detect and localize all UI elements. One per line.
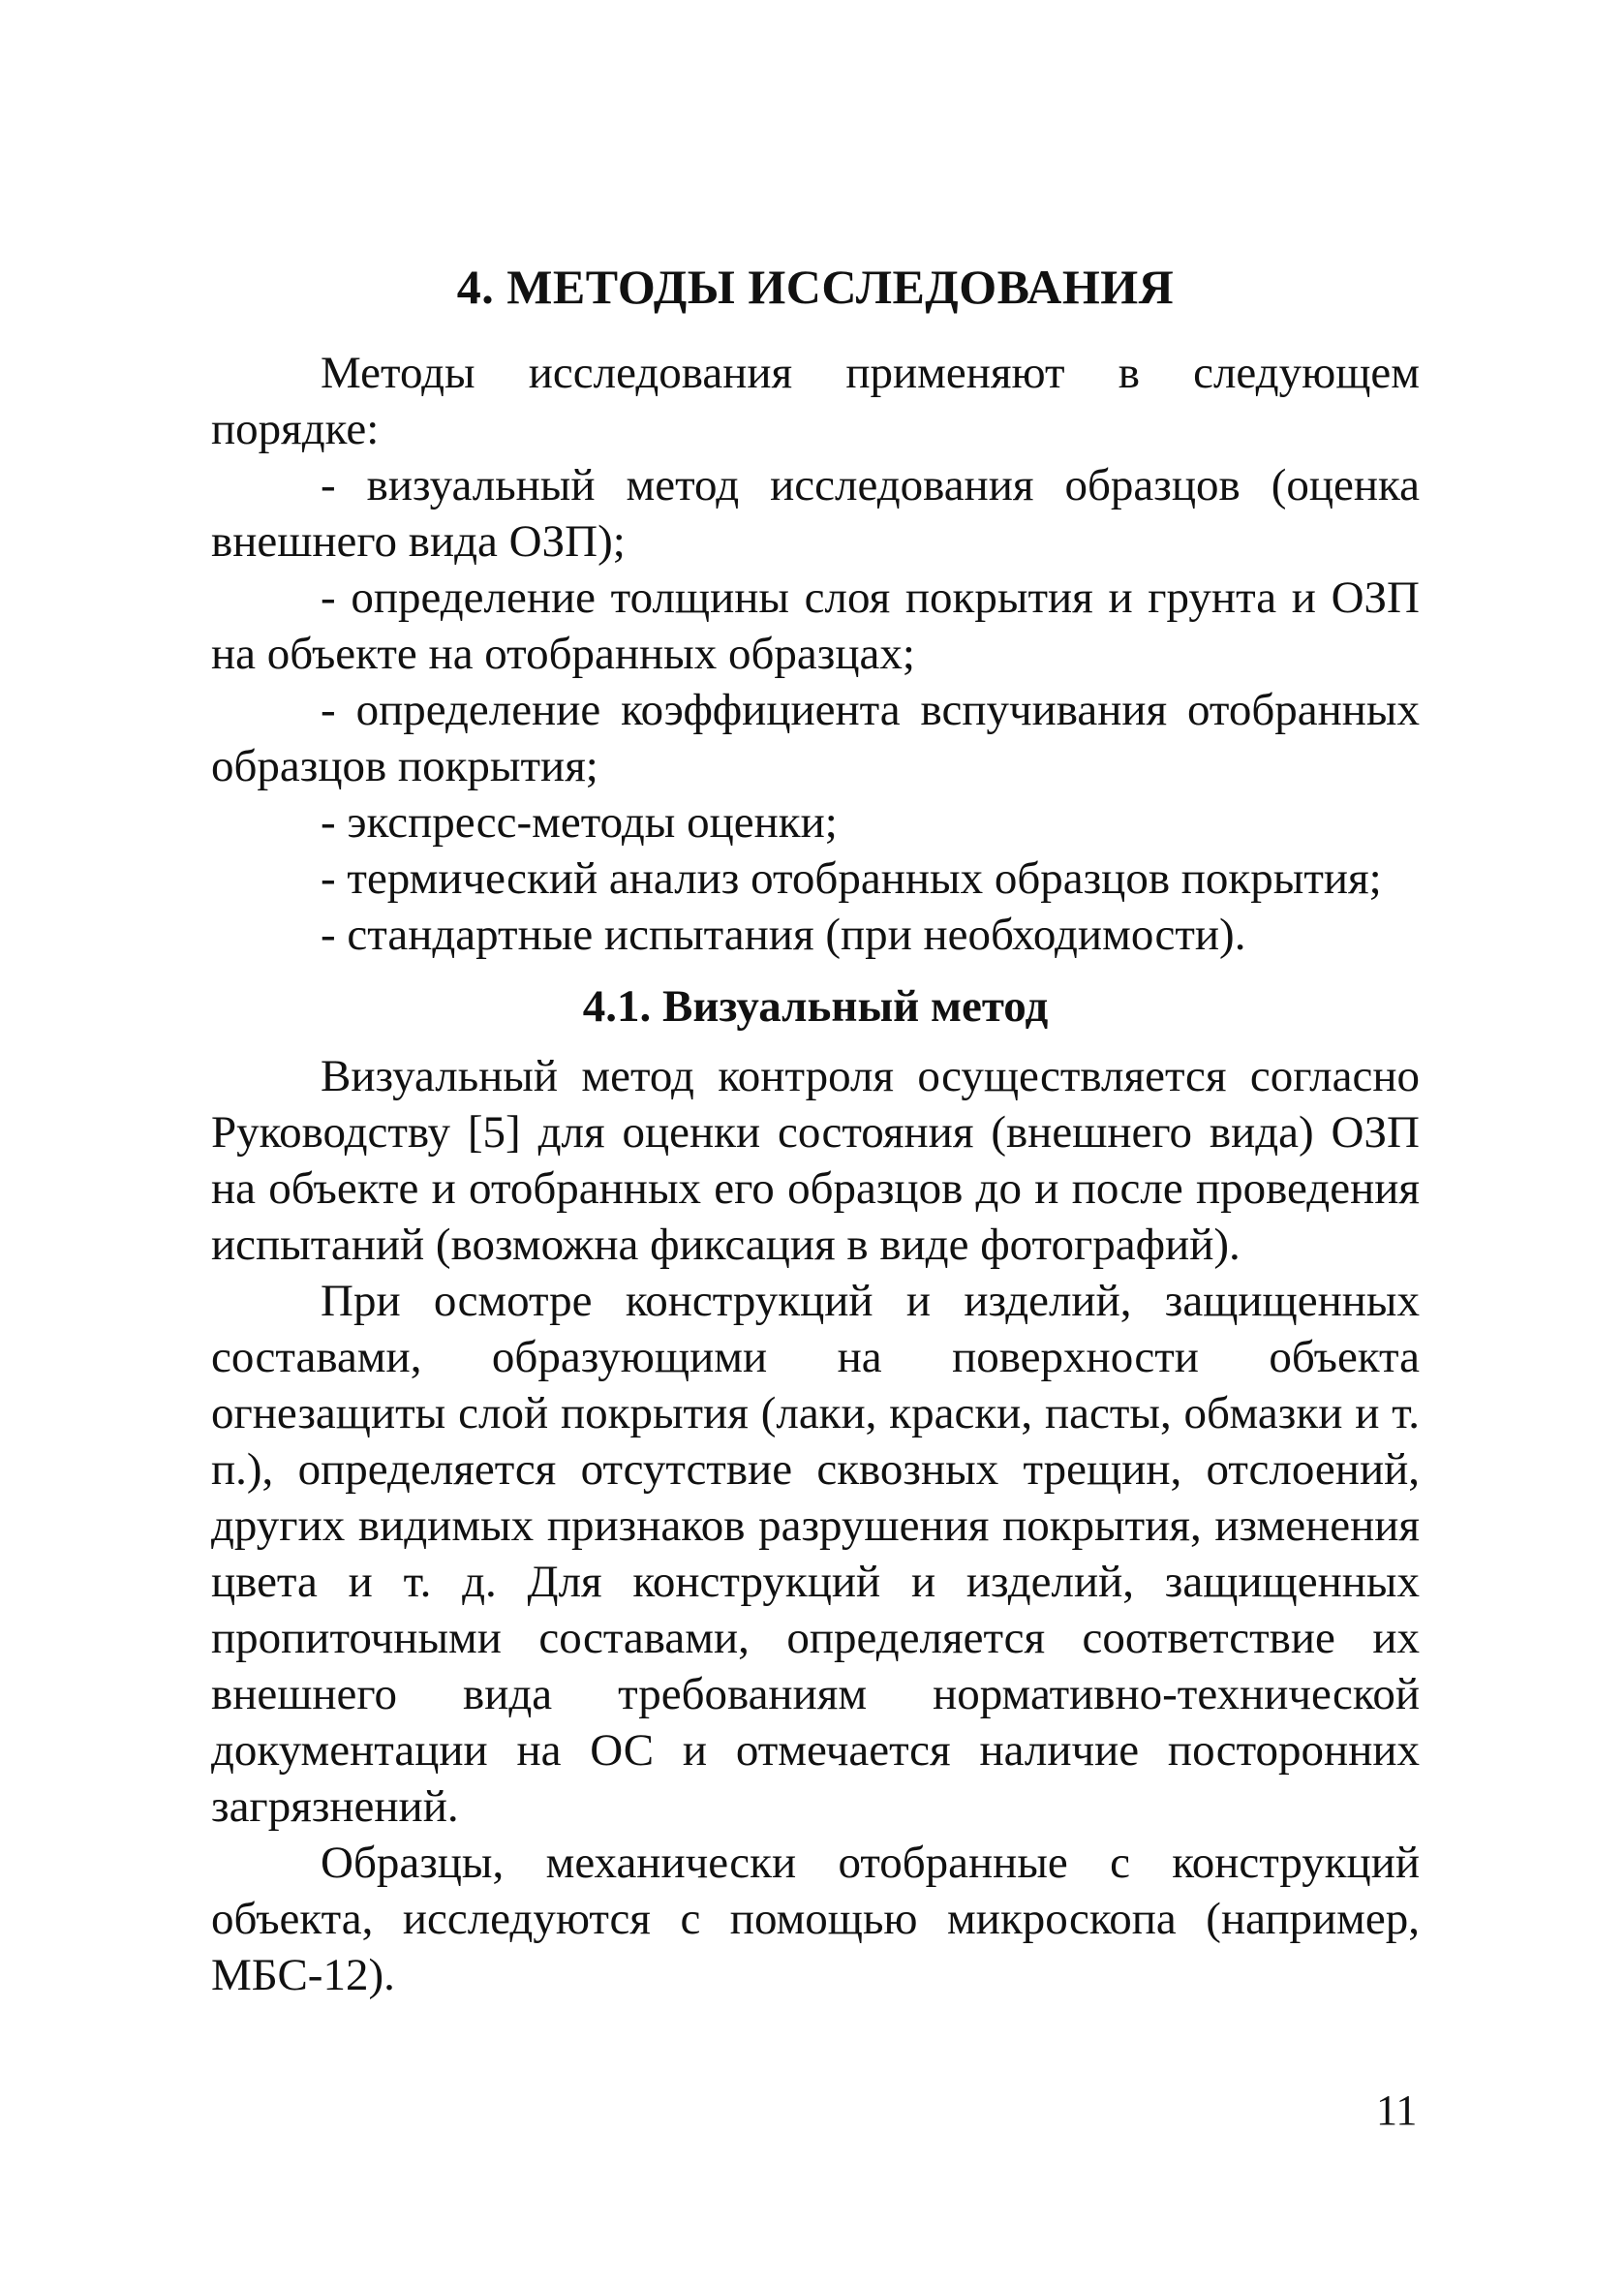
section-intro: Методы исследования применяют в следующем порядке:: [211, 348, 1420, 454]
subsection-title: 4.1. Визуальный метод: [582, 981, 1049, 1032]
methods-list: [211, 457, 1420, 963]
list-item: - визуальный метод исследования образцов (оценка внешнего вида ОЗП);: [211, 460, 1420, 567]
paragraph-visual-control: Визуальный метод контроля осуществляется согласно Руководству [5] для оценки состояния (внешнего вида) ОЗП на объекте и отобранных его образцов до и после проведения испытаний (возможна фиксация в виде фотографий).: [211, 1051, 1420, 1270]
list-item: - стандартные испытания (при необходимости).: [321, 910, 1246, 960]
list-item: - экспресс-методы оценки;: [321, 797, 838, 848]
list-item: - определение коэффициента вспучивания отобранных образцов покрытия;: [211, 685, 1420, 791]
paragraph-microscope: Образцы, механически отобранные с конструкций объекта, исследуются с помощью микроскопа (например, МБС-12).: [211, 1838, 1420, 2000]
section-title: 4. МЕТОДЫ ИССЛЕДОВАНИЯ: [456, 260, 1175, 314]
page-number: 11: [1376, 2087, 1418, 2134]
page-content: [211, 258, 1420, 2003]
list-item: - термический анализ отобранных образцов покрытия;: [321, 853, 1382, 904]
paragraph-inspection: При осмотре конструкций и изделий, защищенных составами, образующими на поверхности объекта огнезащиты слой покрытия (лаки, краски, пасты, обмазки и т. п.), определяется отсутствие сквозных трещин, отслоений, других видимых признаков разрушения покрытия, изменения цвета и т. д. Для конструкций и изделий, защищенных пропиточными составами, определяется соответствие их внешнего вида требованиям нормативно-технической документации на ОС и отмечается наличие посторонних загрязнений.: [211, 1276, 1420, 1832]
list-item: - определение толщины слоя покрытия и грунта и ОЗП на объекте на отобранных образцах;: [211, 572, 1420, 679]
